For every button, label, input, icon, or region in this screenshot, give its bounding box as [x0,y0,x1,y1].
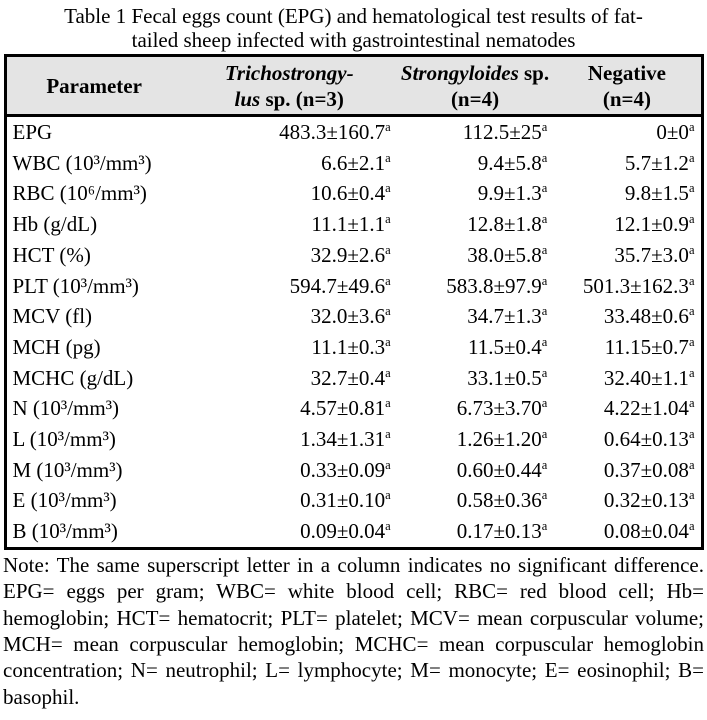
superscript-letter: a [541,334,548,349]
header-strongyloides-rest: sp. [524,60,550,85]
value-cell-trichostrongylus [182,424,397,455]
value-text: 33.48±0.6 [603,304,689,329]
value-text: 594.7±49.6 [289,273,386,298]
table-body [5,116,702,549]
superscript-letter: a [541,427,548,442]
superscript-letter: a [541,181,548,196]
results-table [4,54,704,550]
parameter-cell: E (10³/mm³) [12,488,117,513]
superscript-letter: a [541,396,548,411]
parameter-cell: MCV (fl) [12,304,93,329]
value-cell-trichostrongylus [182,455,397,486]
table-footnote: Note: The same superscript letter in a column indicates no significant difference. EPG= eggs per gram; WBC= white blood cell; RBC= red blood cell; Hb= hemoglobin; HCT= hematocrit; PLT= platelet; MCV= mean corpuscular volume; MCH= mean corpuscular hemoglobin; MCHC= mean corpuscular hemoglobin concentration; N= neutrophil; L= lymphocyte; M= monocyte; E= eosinophil; B= basophil. [3,552,704,709]
superscript-letter: a [541,212,548,227]
value-text: 483.3±160.7 [279,120,386,144]
value-text: 9.8±1.5 [624,181,689,206]
table-row [5,393,702,424]
value-cell-strongyloides [397,178,554,209]
parameter-cell: RBC (10⁶/mm³) [12,181,147,206]
value-cell-trichostrongylus [182,209,397,240]
value-cell-trichostrongylus [182,516,397,548]
superscript-letter: a [385,150,391,165]
value-cell-negative [553,485,702,516]
value-text: 0.58±0.36 [456,488,542,513]
value-text: 6.6±2.1 [321,150,386,175]
value-text: 4.22±1.04 [603,396,689,421]
header-strongyloides-n: (n=4) [450,86,500,111]
header-row [5,56,702,116]
value-text: 32.9±2.6 [310,242,386,267]
table-row [5,455,702,486]
value-text: 0.32±0.13 [603,488,689,513]
value-text: 11.15±0.7 [604,334,689,359]
superscript-letter: a [385,365,391,380]
value-cell-trichostrongylus [182,485,397,516]
value-cell-strongyloides [397,209,554,240]
parameter-cell: WBC (10³/mm³) [12,150,152,175]
value-cell-trichostrongylus [182,301,397,332]
value-text: 33.1±0.5 [467,365,542,390]
value-cell-strongyloides [397,271,554,302]
parameter-cell: B (10³/mm³) [12,519,118,544]
superscript-letter: a [688,212,695,227]
value-cell-negative [553,516,702,548]
superscript-letter: a [688,488,695,503]
superscript-letter: a [385,212,391,227]
value-cell-negative [553,332,702,363]
value-cell-negative [553,301,702,332]
parameter-cell: Hb (g/dL) [12,212,98,237]
value-text: 10.6±0.4 [310,181,386,206]
value-text: 0.37±0.08 [603,457,689,482]
superscript-letter: a [688,365,695,380]
table-row [5,148,702,179]
superscript-letter: a [688,273,695,288]
column-header-trichostrongylus [182,56,397,116]
table-row [5,424,702,455]
value-cell-negative [553,393,702,424]
superscript-letter: a [385,396,391,411]
value-text: 11.1±1.1 [311,212,386,237]
title-line-2: tailed sheep infected with gastrointestinal nematodes [131,28,576,52]
value-cell-trichostrongylus [182,332,397,363]
superscript-letter: a [385,181,391,196]
parameter-cell: MCH (pg) [12,334,101,359]
superscript-letter: a [541,365,548,380]
superscript-letter: a [688,150,695,165]
superscript-letter: a [541,242,548,257]
superscript-letter: a [688,242,695,257]
value-cell-strongyloides [397,148,554,179]
table-row [5,363,702,394]
value-cell-negative [553,240,702,271]
value-text: 1.26±1.20 [456,427,542,452]
header-trichostrongylus-line1: Trichostrongy- [224,60,354,85]
parameter-cell: PLT (10³/mm³) [12,273,139,298]
column-header-parameter [5,56,182,116]
table-row [5,178,702,209]
value-cell-negative [553,363,702,394]
value-cell-trichostrongylus [182,148,397,179]
value-text: 32.7±0.4 [310,365,386,390]
superscript-letter: a [385,334,391,349]
value-text: 35.7±3.0 [614,242,689,267]
table-row [5,485,702,516]
value-text: 112.5±25 [462,120,542,144]
column-header-negative [553,56,702,116]
superscript-letter: a [385,427,391,442]
value-text: 0.33±0.09 [300,457,386,482]
superscript-letter: a [688,304,695,319]
value-text: 32.0±3.6 [310,304,386,329]
value-text: 4.57±0.81 [300,396,386,421]
value-text: 38.0±5.8 [467,242,542,267]
table-row [5,516,702,548]
superscript-letter: a [688,457,695,472]
value-cell-strongyloides [397,363,554,394]
superscript-letter: a [688,427,695,442]
value-text: 9.9±1.3 [477,181,542,206]
value-cell-trichostrongylus [182,240,397,271]
title-line-1: Table 1 Fecal eggs count (EPG) and hematological test results of fat- [64,4,643,28]
value-cell-trichostrongylus [182,271,397,302]
column-header-strongyloides [397,56,554,116]
parameter-cell: MCHC (g/dL) [12,365,134,390]
superscript-letter: a [541,457,548,472]
value-cell-negative [553,178,702,209]
parameter-cell: L (10³/mm³) [12,427,116,452]
value-text: 34.7±1.3 [467,304,542,329]
superscript-letter: a [385,304,391,319]
value-text: 0.09±0.04 [300,519,386,544]
superscript-letter: a [541,519,548,534]
table-row [5,240,702,271]
superscript-letter: a [688,519,695,534]
value-cell-strongyloides [397,240,554,271]
table-row [5,116,702,148]
page-title [0,0,707,52]
value-text: 11.5±0.4 [468,334,542,359]
value-cell-trichostrongylus [182,363,397,394]
superscript-letter: a [541,304,548,319]
value-text: 32.40±1.1 [603,365,689,390]
superscript-letter: a [541,150,548,165]
parameter-cell: N (10³/mm³) [12,396,119,421]
table-header [5,56,702,116]
superscript-letter: a [385,519,391,534]
value-cell-trichostrongylus [182,116,397,148]
value-cell-strongyloides [397,332,554,363]
value-cell-negative [553,116,702,148]
value-text: 0.17±0.13 [456,519,542,544]
value-cell-strongyloides [397,393,554,424]
superscript-letter: a [385,457,391,472]
parameter-cell: HCT (%) [12,242,91,267]
value-cell-strongyloides [397,116,554,148]
value-text: 0.64±0.13 [603,427,689,452]
value-text: 0.60±0.44 [456,457,542,482]
header-trichostrongylus-line2-rest: sp. (n=3) [265,86,344,111]
superscript-letter: a [541,273,548,288]
value-cell-strongyloides [397,485,554,516]
value-cell-strongyloides [397,455,554,486]
value-text: 5.7±1.2 [624,150,689,175]
value-text: 12.8±1.8 [467,212,542,237]
value-cell-strongyloides [397,424,554,455]
value-text: 501.3±162.3 [582,273,689,298]
header-negative-n: (n=4) [602,86,651,111]
header-parameter-label: Parameter [46,73,142,98]
value-cell-negative [553,424,702,455]
superscript-letter: a [541,120,548,134]
value-text: 583.8±97.9 [446,273,542,298]
value-text: 0.08±0.04 [603,519,689,544]
value-cell-negative [553,271,702,302]
value-cell-negative [553,209,702,240]
value-cell-trichostrongylus [182,178,397,209]
value-cell-negative [553,455,702,486]
superscript-letter: a [385,273,391,288]
value-text: 11.1±0.3 [311,334,386,359]
value-cell-strongyloides [397,301,554,332]
parameter-cell: M (10³/mm³) [12,457,123,482]
superscript-letter: a [688,334,695,349]
header-negative-label: Negative [587,60,666,85]
superscript-letter: a [688,120,695,134]
table-row [5,332,702,363]
value-cell-trichostrongylus [182,393,397,424]
parameter-cell: EPG [12,120,53,144]
superscript-letter: a [385,242,391,257]
table-row [5,209,702,240]
value-text: 12.1±0.9 [614,212,689,237]
superscript-letter: a [385,488,391,503]
superscript-letter: a [385,120,391,134]
value-text: 1.34±1.31 [300,427,386,452]
table-row [5,301,702,332]
superscript-letter: a [541,488,548,503]
value-text: 0.31±0.10 [300,488,386,513]
superscript-letter: a [688,396,695,411]
header-trichostrongylus-line2-italic: lus [234,86,261,111]
superscript-letter: a [688,181,695,196]
value-text: 0±0 [656,120,689,144]
value-cell-negative [553,148,702,179]
value-cell-strongyloides [397,516,554,548]
value-text: 6.73±3.70 [456,396,542,421]
table-row [5,271,702,302]
value-text: 9.4±5.8 [477,150,542,175]
header-strongyloides-italic: Strongyloides [400,60,519,85]
